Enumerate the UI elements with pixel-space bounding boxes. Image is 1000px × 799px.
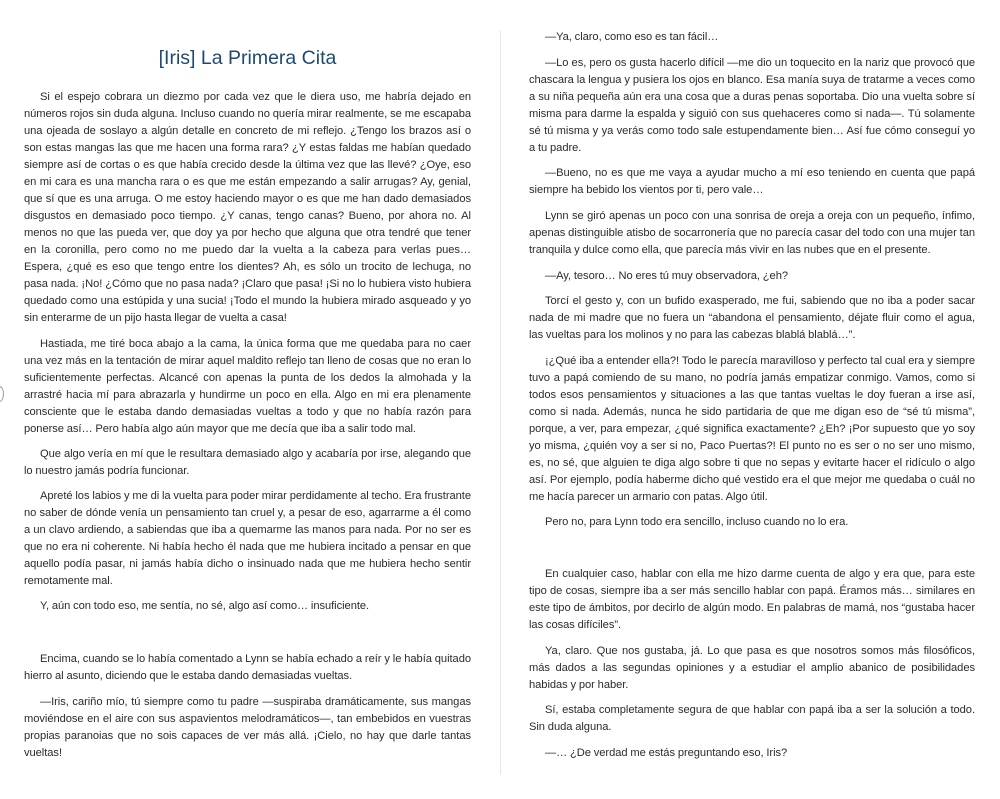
paragraph: Si el espejo cobrara un diezmo por cada vez que le diera uso, me habría dejado en números rojos sin duda alguna. Incluso cuando no quería mirar realmente, se me escapaba una ojeada de soslayo a algún detalle en concreto de mi reflejo. ¿Tengo los brazos así o son estas mangas las que me hacen una forma rara? ¿Y estas faldas me habían quedado siempre así de cortas o es que había crecido desde la última vez que las llevé? ¿Oye, eso en mi cara es una mancha rara o es que me están empezando a salir arrugas? Ay, genial, que sí que es una arruga. O me estoy haciendo mayor o es que me han dado demasiados disgustos en demasiado poco tiempo. ¿Y canas, tengo canas? Bueno, por ahora no. Al menos no que las pueda ver, que doy ya por hecho que alguna que otra tendré que tener en la coronilla, pero como no me puedo dar la vuelta a la cabeza para verlas pues… Espera, ¿qué es eso que tengo entre los dientes? Ah, es sólo un trocito de lechuga, no pasa nada. ¡No! ¿Cómo que no pasa nada? ¡Claro que pasa! ¡Si no lo hubiera visto hubiera quedado como una estúpida y una sucia! ¡Todo el mundo la hubiera mirado asqueado y yo sin enterarme de un pijo hasta llegar de vuelta a casa!	[24, 91, 471, 324]
paragraph: —Lo es, pero os gusta hacerlo difícil —me dio un toquecito en la nariz que provocó que chascara la lengua y pusiera los ojos en blanco. Esa manía suya de tratarme a veces como a su niña pequeña aún era una cosa que a duras penas soportaba. Dio una vuelta sobre sí misma para darme la espalda y siguió con sus quehaceres como si nada—. Tú solamente sé tú misma y ya verás como todo sale estupendamente bien… Así fue cómo conseguí yo a tu padre.	[529, 57, 975, 154]
paragraph: Pero no, para Lynn todo era sencillo, incluso cuando no lo era.	[545, 516, 849, 528]
paragraph: Que algo vería en mí que le resultara demasiado algo y acabaría por irse, alegando que lo nuestro jamás podría funcionar.	[24, 448, 471, 477]
right-page	[529, 0, 975, 799]
paragraph: —… ¿De verdad me estás preguntando eso, Iris?	[545, 747, 788, 759]
paragraph: ¡¿Qué iba a entender ella?! Todo le parecía maravilloso y perfecto tal cual era y siempre tuvo a papá comiendo de su mano, no podría jamás empatizar conmigo. Vamos, como si todos esos pensamientos y situaciones a las que tantas vueltas le doy fueran a irse así, como si nada. Además, nunca he sido partidaria de que me digan eso de “sé tú misma”, porque, a ver, para empezar, ¿qué significa exactamente? ¿Eh? ¡Por supuesto que yo soy yo misma, ¿quién voy a ser si no, Paco Puertas?! El punto no es ser o no ser uno mismo, es, no sé, que alguien te diga algo sobre ti que no sepas y evitarte hacer el ridículo o algo así. Por ejemplo, podía haberme dicho qué vestido era el que mejor me quedaba o cuál no me hacía parecer un armario con patas. Algo útil.	[529, 355, 975, 503]
chapter-title: [Iris] La Primera Cita	[158, 47, 337, 70]
paragraph: —Iris, cariño mío, tú siempre como tu padre —suspiraba dramáticamente, sus mangas moviéndose en el aire con sus aspavientos melodramáticos—, tan embebidos en vuestras propias paranoias que no sois capaces de ver más allá. ¡Cielo, no hay que darle tantas vueltas!	[24, 696, 471, 759]
paragraph: —Bueno, no es que me vaya a ayudar mucho a mí eso teniendo en cuenta que papá siempre ha bebido los vientos por ti, pero vale…	[529, 167, 975, 196]
paragraph: —Ya, claro, como eso es tan fácil…	[545, 31, 719, 43]
paragraph: —Ay, tesoro… No eres tú muy observadora, ¿eh?	[545, 270, 788, 282]
paragraph: Sí, estaba completamente segura de que hablar con papá iba a ser la solución a todo. Sin duda alguna.	[529, 704, 975, 733]
left-page	[24, 0, 471, 799]
paragraph: Hastiada, me tiré boca abajo a la cama, la única forma que me quedaba para no caer una vez más en la tentación de mirar aquel maldito reflejo tan lleno de cosas que no eran lo suficientemente perfectas. Alcancé con apenas la punta de los dedos la almohada y la arrastré hacia mí para abrazarla y hundirme un poco en ella. Algo en mi era plenamente consciente que le estaba dando demasiadas vueltas a todo y que no había razón para ponerse así… Pero había algo aún mayor que me decía que iba a salir todo mal.	[24, 338, 471, 435]
paragraph: Lynn se giró apenas un poco con una sonrisa de oreja a oreja con un pequeño, ínfimo, apenas distinguible atisbo de socarronería que no parecía casar del todo con una mujer tan tranquila y dulce como ella, que parecía más vivir en las nubes que en el presente.	[529, 210, 975, 256]
paragraph: En cualquier caso, hablar con ella me hizo darme cuenta de algo y era que, para este tipo de cosas, siempre iba a ser más sencillo hablar con papá. Éramos más… similares en este tipo de ámbitos, por decirlo de algún modo. En palabras de mamá, nos “gustaba hacer las cosas difíciles”.	[529, 568, 975, 631]
page-edge-marker	[0, 386, 4, 402]
paragraph: Apreté los labios y me di la vuelta para poder mirar perdidamente al techo. Era frustrante no saber de dónde venía un pensamiento tan cruel y, a pesar de eso, agarrarme a él como a un clavo ardiendo, a sabiendas que iba a quemarme las manos para nada. Por no ser es que no era ni coherente. Ni había hecho él nada que me hubiera incitado a pensar en que aquello podía pasar, ni jamás había dicho o insinuado nada que me hubiera hecho sentir remotamente mal.	[24, 490, 471, 587]
paragraph: Y, aún con todo eso, me sentía, no sé, algo así como… insuficiente.	[40, 600, 370, 612]
paragraph: Encima, cuando se lo había comentado a Lynn se había echado a reír y le había quitado hierro al asunto, diciendo que le estaba dando demasiadas vueltas.	[24, 653, 471, 682]
page-gutter	[500, 30, 501, 775]
paragraph: Torcí el gesto y, con un bufido exasperado, me fui, sabiendo que no iba a poder sacar nada de mi madre que no fuera un “abandona el pensamiento, déjate fluir como el agua, las vueltas para los molinos y no para las cabezas blablá blablá…”.	[529, 295, 975, 341]
paragraph: Ya, claro. Que nos gustaba, já. Lo que pasa es que nosotros somos más filosóficos, más dados a las segundas opiniones y a estudiar el amplio abanico de posibilidades habidas y por haber.	[529, 645, 975, 691]
